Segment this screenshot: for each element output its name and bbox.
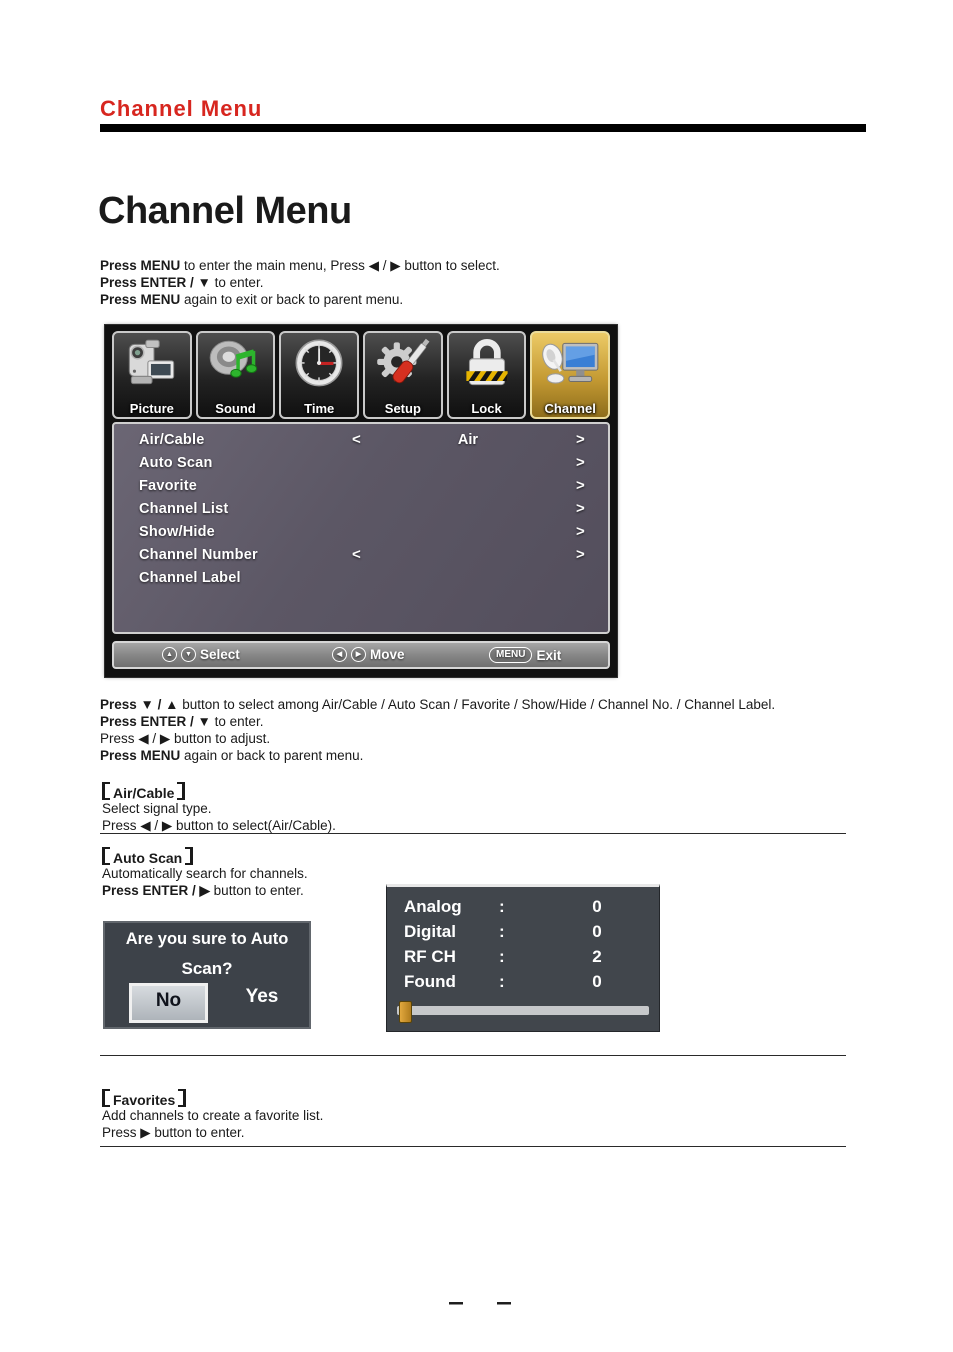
tab-picture	[112, 331, 192, 419]
section-body	[102, 865, 308, 899]
section-auto-scan	[102, 847, 308, 899]
speaker-icon	[203, 337, 269, 393]
scan-result-row	[387, 970, 659, 995]
tab-label: Sound	[215, 401, 256, 416]
instruction-line	[100, 291, 500, 308]
footer-page-dash: —	[497, 1286, 511, 1316]
scan-row-label: Found	[404, 972, 456, 991]
left-arrow-icon: <	[352, 431, 361, 448]
post-instructions	[100, 696, 775, 764]
instruction-text: to enter the main menu, Press ◀ / ▶ button to select.	[180, 258, 500, 273]
instruction-keyword: Press ENTER / ▼	[100, 714, 211, 729]
right-arrow-icon: >	[576, 454, 585, 471]
tab-label: Setup	[384, 401, 421, 416]
instruction-keyword: Press ENTER / ▼	[100, 275, 211, 290]
tv-menu-item	[114, 452, 608, 475]
lens-bracket-close-icon	[177, 782, 185, 800]
instruction-line	[100, 257, 500, 274]
menu-item-label: Auto Scan	[139, 455, 213, 471]
hazard-stripes-icon	[466, 371, 507, 381]
instruction-text: Press ▶ button to enter.	[102, 1125, 245, 1140]
no-button: No	[129, 983, 208, 1023]
menu-item-value: Air	[457, 432, 479, 448]
scan-row-value: 0	[592, 922, 602, 941]
menu-button-icon: MENU	[489, 647, 532, 663]
section-divider	[100, 833, 846, 834]
tv-menu-item	[114, 475, 608, 498]
section-name: Auto Scan	[113, 850, 183, 866]
instruction-text: to enter.	[210, 714, 264, 729]
instruction-keyword: Press ▼ / ▲	[100, 697, 179, 712]
scan-result-row	[387, 895, 659, 920]
scan-row-label: Analog	[404, 897, 462, 916]
section-body	[102, 800, 336, 834]
tab-setup	[363, 331, 443, 419]
instruction-line	[102, 882, 308, 899]
hint-label: Select	[200, 647, 240, 662]
gear-screwdriver-icon	[370, 337, 436, 393]
tv-menu-tab-row	[112, 331, 610, 419]
camcorder-icon	[119, 337, 185, 393]
colon: :	[499, 922, 505, 941]
tab-label: Picture	[129, 401, 174, 416]
satellite-monitor-icon	[537, 337, 603, 393]
lens-bracket-open-icon	[102, 1089, 110, 1107]
instruction-text: button to select among Air/Cable / Auto Scan / Favorite / Show/Hide / Channel No. / Channel Label.	[178, 697, 776, 712]
menu-item-label: Air/Cable	[139, 432, 205, 448]
instruction-text: again to exit or back to parent menu.	[180, 292, 404, 307]
left-arrow-icon: ◀	[332, 647, 347, 662]
lens-bracket-close-icon	[178, 1089, 186, 1107]
instruction-text: to enter.	[210, 275, 264, 290]
tv-menu-panel	[112, 422, 610, 634]
scan-row-label: RF CH	[404, 947, 456, 966]
tab-lock	[447, 331, 527, 419]
instruction-line	[102, 817, 336, 834]
instruction-text: again or back to parent menu.	[180, 748, 364, 763]
instruction-line	[100, 713, 775, 730]
tab-sound	[196, 331, 276, 419]
instruction-line	[102, 865, 308, 882]
right-arrow-icon: >	[576, 500, 585, 517]
tv-menu-screenshot	[105, 325, 617, 677]
section-favorites	[102, 1089, 323, 1141]
hint-move	[332, 647, 405, 662]
section-body	[102, 1107, 323, 1141]
hint-select	[162, 647, 240, 662]
menu-item-label: Channel Label	[139, 570, 241, 586]
section-heading	[102, 1089, 323, 1107]
down-arrow-icon: ▼	[181, 647, 196, 662]
hint-label: Exit	[536, 647, 562, 663]
hint-label: Move	[370, 647, 405, 662]
clock-icon	[286, 337, 352, 393]
instruction-text: button to enter.	[209, 883, 304, 898]
section-heading	[102, 847, 308, 865]
colon: :	[499, 897, 505, 916]
tab-time	[279, 331, 359, 419]
header-rule	[100, 124, 866, 132]
instruction-keyword: Press MENU	[100, 292, 181, 307]
section-name: Air/Cable	[113, 785, 175, 801]
colon: :	[499, 947, 505, 966]
up-arrow-icon: ▲	[162, 647, 177, 662]
tab-channel	[530, 331, 610, 419]
dialog-message: Are you sure to Auto	[125, 930, 289, 948]
menu-item-label: Channel Number	[139, 547, 258, 563]
lens-bracket-open-icon	[102, 847, 110, 865]
instruction-line	[100, 730, 775, 747]
left-arrow-icon: <	[352, 546, 361, 563]
right-arrow-icon: ▶	[351, 647, 366, 662]
tv-menu-item	[114, 544, 608, 567]
scan-result-row	[387, 945, 659, 970]
scan-result-row	[387, 920, 659, 945]
menu-item-label: Favorite	[139, 478, 198, 494]
menu-item-label: Channel List	[139, 501, 229, 517]
tv-menu-item	[114, 567, 608, 590]
tab-label: Time	[304, 401, 335, 416]
tv-menu-item	[114, 521, 608, 544]
right-arrow-icon: >	[576, 477, 585, 494]
intro-instructions	[100, 257, 500, 308]
section-heading	[102, 782, 336, 800]
colon: :	[499, 972, 505, 991]
scan-progress-dialog	[386, 884, 660, 1032]
running-header-title: Channel Menu	[100, 96, 263, 121]
tab-label: Lock	[471, 401, 502, 416]
scan-row-value: 2	[592, 947, 602, 966]
tv-menu-hint-bar	[112, 641, 610, 669]
page-title: Channel Menu	[98, 190, 352, 232]
section-name: Favorites	[113, 1092, 176, 1108]
instruction-line	[102, 1107, 323, 1124]
scan-progress-handle	[399, 1001, 412, 1023]
lens-bracket-close-icon	[185, 847, 193, 865]
satellite-dish-icon	[540, 341, 566, 383]
instruction-keyword: Press MENU	[100, 258, 181, 273]
right-arrow-icon: >	[576, 523, 585, 540]
instruction-text: Add channels to create a favorite list.	[102, 1108, 324, 1123]
yes-button: Yes	[245, 986, 279, 1007]
section-air-cable	[102, 782, 336, 834]
tv-menu-item	[114, 498, 608, 521]
section-divider	[100, 1055, 846, 1056]
section-divider	[100, 1146, 846, 1147]
instruction-keyword: Press ENTER / ▶	[102, 883, 210, 898]
lens-bracket-open-icon	[102, 782, 110, 800]
instruction-line	[102, 1124, 323, 1141]
padlock-icon	[454, 337, 520, 393]
right-arrow-icon: >	[576, 546, 585, 563]
instruction-keyword: Press MENU	[100, 748, 181, 763]
menu-item-label: Show/Hide	[139, 524, 215, 540]
scan-row-value: 0	[592, 972, 602, 991]
scan-row-label: Digital	[404, 922, 456, 941]
tv-menu-item	[114, 429, 608, 452]
instruction-line	[100, 747, 775, 764]
instruction-text: Automatically search for channels.	[102, 866, 308, 881]
monitor-icon	[563, 343, 598, 381]
instruction-text: Select signal type.	[102, 801, 212, 816]
instruction-line	[102, 800, 336, 817]
scan-row-value: 0	[592, 897, 602, 916]
instruction-line	[100, 696, 775, 713]
hint-exit	[489, 647, 561, 663]
instruction-text: Press ◀ / ▶ button to adjust.	[100, 731, 271, 746]
footer-page-dash: —	[449, 1286, 463, 1316]
dialog-message: Scan?	[181, 959, 233, 978]
instruction-line	[100, 274, 500, 291]
instruction-text: Press ◀ / ▶ button to select(Air/Cable).	[102, 818, 336, 833]
right-arrow-icon: >	[576, 431, 585, 448]
auto-scan-confirm-dialog	[103, 921, 311, 1029]
tab-label: Channel	[544, 401, 596, 416]
scan-progress-bar	[397, 1006, 649, 1015]
